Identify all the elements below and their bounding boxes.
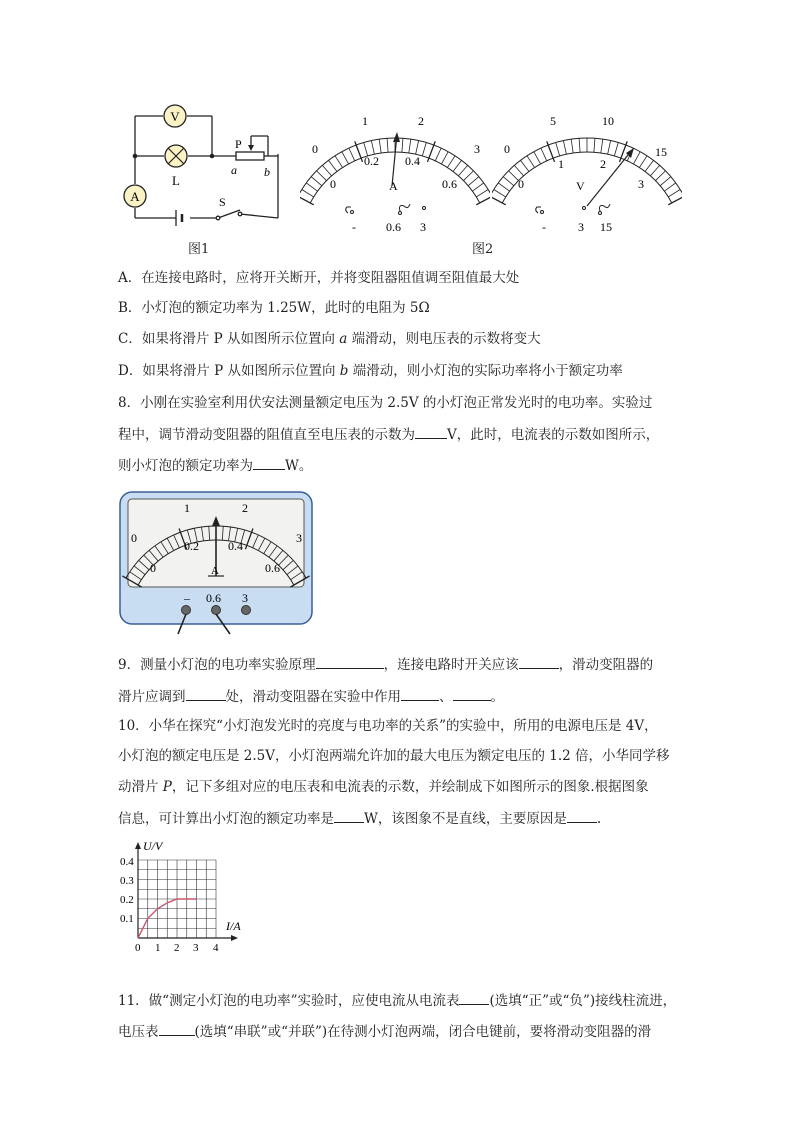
graph-xlabel: I/A <box>226 919 241 933</box>
amm-tick <box>441 152 448 164</box>
volt-tick <box>660 177 671 186</box>
panel-top-1: 1 <box>184 501 190 515</box>
volt-tick <box>527 156 535 168</box>
voltmeter-symbol <box>164 105 186 127</box>
q10-line1: 10．小华在探究“小灯泡发光时的亮度与电功率的关系”的实验中，所用的电源电压是 4V， <box>118 718 658 734</box>
volt-tick <box>639 156 647 168</box>
volt-tick <box>633 152 640 164</box>
q10-line3 <box>118 777 649 797</box>
volt-tick <box>571 139 573 153</box>
graph-xtick-3: 3 <box>193 942 199 954</box>
volt-tick <box>655 171 665 181</box>
volt-tick <box>520 160 528 171</box>
q10-blank-2[interactable] <box>567 808 597 823</box>
amm-tick <box>322 165 331 176</box>
amm-top-2: 2 <box>418 114 424 128</box>
panel-bot-2: 0.4 <box>228 539 243 553</box>
amm-term-3: 3 <box>420 220 426 234</box>
option-c-suffix: 端滑动，则电压表的示数将变大 <box>347 331 541 347</box>
q8-blank-2[interactable] <box>253 455 285 470</box>
volt-tick <box>608 141 611 155</box>
amm-tick <box>302 189 314 196</box>
amm-tick <box>387 138 388 152</box>
amm-tick <box>349 148 355 161</box>
q8-line3 <box>118 455 312 476</box>
q9-text-a: 9．测量小灯泡的电功率实验原理 <box>118 657 316 673</box>
volt-tick <box>498 183 509 191</box>
amm-term-neg: - <box>352 220 356 234</box>
option-d-var: b <box>339 363 349 379</box>
figure1-caption: 图1 <box>188 242 210 257</box>
graph-ylabel: U/V <box>143 839 163 853</box>
graph-ytick-04: 0.4 <box>120 856 134 868</box>
volt-tick <box>541 148 547 161</box>
option-c-prefix: C．如果将滑片 P 从如图所示位置向 <box>118 331 340 347</box>
panel-top-2: 2 <box>242 501 248 515</box>
volt-tick <box>614 143 618 156</box>
amm-top-3: 3 <box>474 142 480 156</box>
amm-tick <box>458 165 467 176</box>
q10-blank-1[interactable] <box>334 808 364 823</box>
q11-line2 <box>118 1021 651 1042</box>
panel-top-3: 3 <box>296 531 302 545</box>
panel-term-3: 3 <box>242 591 248 605</box>
y-axis-arrow <box>135 842 141 849</box>
amm-term-06: 0.6 <box>386 220 401 234</box>
volt-term-neg: - <box>542 220 546 234</box>
graph-xtick-2: 2 <box>174 942 180 954</box>
volt-tick <box>514 165 523 176</box>
q11-blank-1[interactable] <box>459 990 489 1005</box>
q10-line4 <box>118 808 601 829</box>
q10-text-d: W，该图象不是直线，主要原因是 <box>364 811 567 827</box>
ammeter-symbol <box>124 185 146 207</box>
voltmeter-dial <box>492 108 682 238</box>
label-V: V <box>170 109 180 124</box>
q11-text-b: (选填“正”或“负”)接线柱流进， <box>489 993 677 1009</box>
volt-bot-1: 1 <box>558 157 564 171</box>
option-a: A．在连接电路时，应将开关断开，并将变阻器阻值调至阻值最大处 <box>118 270 520 286</box>
q9-text-e: 处，滑动变阻器在实验中作用 <box>225 689 401 705</box>
q10-text-a: 动滑片 <box>118 779 163 795</box>
q9-line2 <box>118 686 504 707</box>
volt-top-10: 10 <box>602 114 614 128</box>
circuit-diagram <box>118 104 298 228</box>
option-b: B．小灯泡的额定功率为 1.25W，此时的电阻为 5Ω <box>118 300 430 316</box>
amm-bot-0: 0 <box>330 177 336 191</box>
volt-tick <box>556 143 560 156</box>
panel-top-0: 0 <box>131 531 137 545</box>
option-d <box>118 361 623 381</box>
volt-inner-arc <box>502 152 672 203</box>
amm-tick <box>306 183 317 191</box>
amm-bot-2: 0.4 <box>405 154 420 168</box>
option-c-var: a <box>339 331 348 347</box>
q10-var-p: P <box>162 779 172 795</box>
volt-tick <box>563 141 566 155</box>
q9-blank-1[interactable] <box>316 654 384 669</box>
figure2-caption: 图2 <box>472 242 494 257</box>
option-d-prefix: D．如果将滑片 P 从如图所示位置向 <box>118 363 340 379</box>
amm-tick <box>409 139 411 153</box>
q9-blank-2[interactable] <box>519 654 559 669</box>
amm-tick <box>468 177 479 186</box>
amm-tick <box>317 171 327 181</box>
q9-blank-4[interactable] <box>401 686 439 701</box>
volt-bot-2: 2 <box>600 157 606 171</box>
volt-bot-3: 3 <box>638 177 644 191</box>
label-b: b <box>264 165 270 179</box>
q9-blank-3[interactable] <box>186 686 226 701</box>
q9-blank-5[interactable] <box>453 686 491 701</box>
ammeter-dial <box>300 108 490 238</box>
graph-ytick-03: 0.3 <box>120 875 134 887</box>
q10-text-b: ，记下多组对应的电压表和电流表的示数，并绘制成下如图所示的图象.根据图象 <box>171 779 649 795</box>
graph-ytick-01: 0.1 <box>120 913 134 925</box>
amm-top-0: 0 <box>312 142 318 156</box>
panel-term-06: 0.6 <box>206 591 221 605</box>
q11-text-c: 电压表 <box>118 1024 159 1040</box>
q10-text-c: 信息，可计算出小灯泡的额定功率是 <box>118 811 334 827</box>
panel-term-neg: – <box>184 591 190 605</box>
amm-tick <box>311 177 322 186</box>
volt-bot-0: 0 <box>518 177 524 191</box>
q11-text-a: 11．做“测定小灯泡的电功率”实验时，应使电流从电流表 <box>118 993 460 1009</box>
option-d-suffix: 端滑动，则小灯泡的实际功率将小于额定功率 <box>348 363 623 379</box>
amm-bot-3: 0.6 <box>442 177 457 191</box>
amm-tick <box>453 160 461 171</box>
q8-blank-1[interactable] <box>415 424 447 439</box>
amm-tick <box>371 141 374 155</box>
graph-ytick-02: 0.2 <box>120 894 134 906</box>
ui-graph <box>118 838 258 960</box>
option-c <box>118 329 541 349</box>
q11-line1 <box>118 990 676 1011</box>
label-L: L <box>172 173 180 188</box>
amm-top-1: 1 <box>362 114 368 128</box>
volt-tick <box>664 183 675 191</box>
q9-line1 <box>118 654 653 675</box>
amm-tick <box>422 143 426 156</box>
amm-tick <box>416 141 419 155</box>
volt-tick <box>579 138 580 152</box>
volt-tick <box>534 152 541 164</box>
amm-tick <box>342 152 349 164</box>
q11-text-d: (选填“串联”或“并联”)在待测小灯泡两端，闭合电键前，要将滑动变阻器的滑 <box>194 1024 652 1040</box>
q8-line1: 8．小刚在实验室利用伏安法测量额定电压为 2.5V 的小灯泡正常发光时的电功率。实验过 <box>118 395 653 411</box>
q10-line2: 小灯泡的额定电压是 2.5V，小灯泡两端允许加的最大电压为额定电压的 1.2 倍，小华同学移 <box>118 748 670 764</box>
panel-bot-0: 0 <box>150 561 156 575</box>
q9-text-d: 滑片应调到 <box>118 689 186 705</box>
q8-text-c: 则小灯泡的额定功率为 <box>118 458 253 474</box>
q8-text-a: 程中，调节滑动变阻器的阻值直至电压表的示数为 <box>118 427 415 443</box>
q11-blank-2[interactable] <box>159 1021 195 1036</box>
amm-unit: A <box>389 179 398 193</box>
q9-text-b: ，连接电路时开关应该 <box>383 657 519 673</box>
amm-tick <box>476 189 488 196</box>
panel-unit: A <box>211 565 219 577</box>
graph-xtick-0: 0 <box>135 942 141 954</box>
volt-tick <box>494 189 506 196</box>
q9-text-g: 。 <box>490 689 504 705</box>
panel-bot-1: 0.2 <box>184 539 199 553</box>
q10-text-e: . <box>596 811 602 827</box>
q8-text-b: V，此时，电流表的示数如图所示， <box>447 427 660 443</box>
x-axis-arrow <box>231 935 238 941</box>
amm-tick <box>328 160 336 171</box>
ammeter-panel <box>118 490 318 638</box>
graph-xtick-1: 1 <box>155 942 161 954</box>
amm-tick <box>463 171 473 181</box>
volt-term-15: 15 <box>600 220 612 234</box>
label-a: a <box>231 163 237 177</box>
panel-bot-3: 0.6 <box>265 561 280 575</box>
volt-unit: V <box>576 179 585 193</box>
lamp-symbol <box>165 145 187 167</box>
volt-top-0: 0 <box>504 142 510 156</box>
q8-text-d: W。 <box>285 458 313 474</box>
volt-tick <box>645 160 653 171</box>
amm-tick <box>472 183 483 191</box>
graph-xtick-4: 4 <box>213 942 219 954</box>
label-P: P <box>235 137 242 151</box>
q8-line2 <box>118 424 659 445</box>
q9-text-c: ，滑动变阻器的 <box>558 657 654 673</box>
volt-tick <box>601 139 603 153</box>
q9-text-f: 、 <box>439 689 453 705</box>
label-S: S <box>219 195 226 209</box>
volt-top-15: 15 <box>655 145 667 159</box>
volt-tick <box>650 165 659 176</box>
volt-tick <box>503 177 514 186</box>
amm-tick <box>435 148 441 161</box>
amm-tick <box>379 139 381 153</box>
volt-top-5: 5 <box>550 114 556 128</box>
volt-tick <box>594 138 595 152</box>
amm-tick <box>447 156 455 168</box>
volt-term-3: 3 <box>578 220 584 234</box>
amm-tick <box>402 138 403 152</box>
volt-tick <box>668 189 680 196</box>
label-A: A <box>130 189 140 204</box>
amm-tick <box>335 156 343 168</box>
amm-bot-1: 0.2 <box>364 154 379 168</box>
